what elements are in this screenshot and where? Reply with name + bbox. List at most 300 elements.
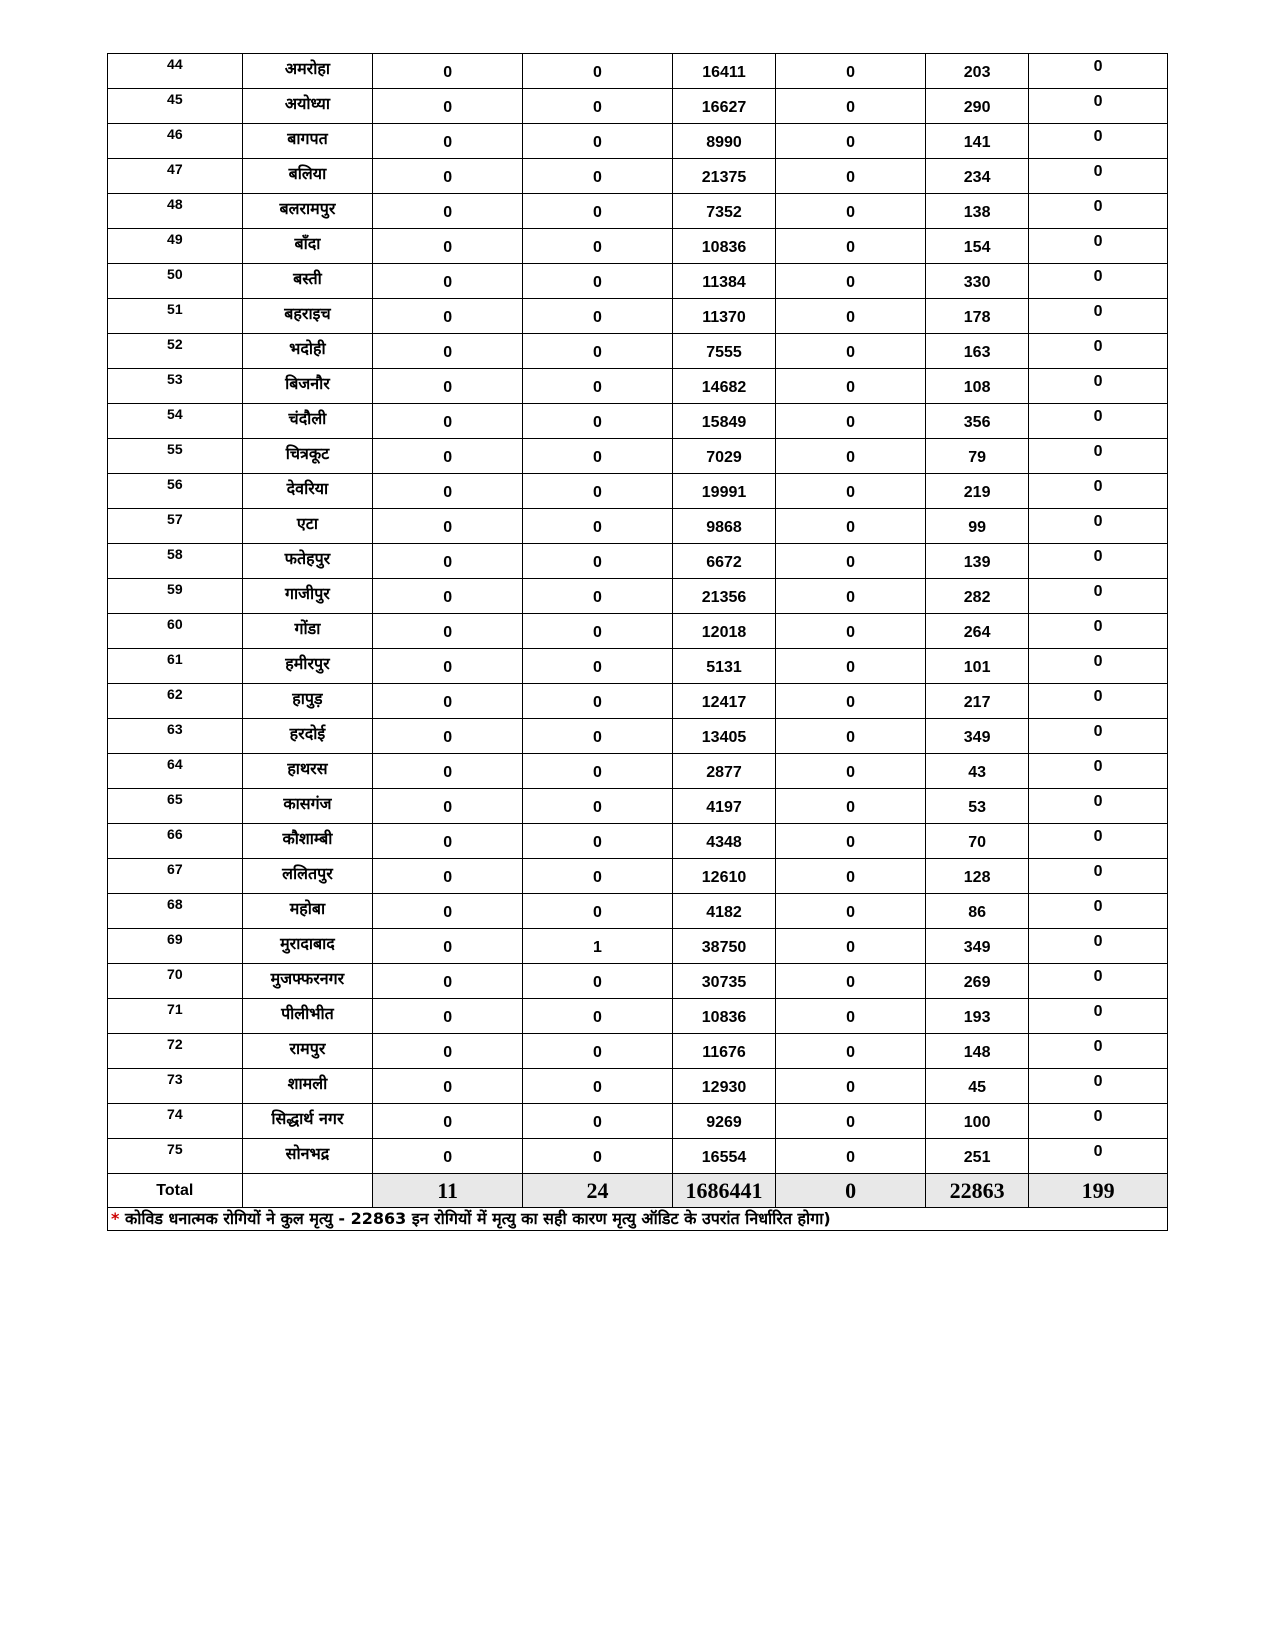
value-cell: 264 bbox=[925, 614, 1028, 649]
value-cell: 356 bbox=[925, 404, 1028, 439]
value-cell: 0 bbox=[373, 474, 523, 509]
value-cell: 101 bbox=[925, 649, 1028, 684]
district-name: बागपत bbox=[242, 124, 373, 159]
serial-number: 72 bbox=[108, 1034, 243, 1069]
value-cell: 219 bbox=[925, 474, 1028, 509]
value-cell: 0 bbox=[1029, 544, 1168, 579]
total-label: Total bbox=[108, 1174, 243, 1208]
value-cell: 0 bbox=[1029, 334, 1168, 369]
value-cell: 203 bbox=[925, 54, 1028, 89]
value-cell: 0 bbox=[776, 264, 926, 299]
value-cell: 0 bbox=[373, 824, 523, 859]
value-cell: 0 bbox=[776, 859, 926, 894]
value-cell: 0 bbox=[373, 999, 523, 1034]
value-cell: 10836 bbox=[672, 229, 775, 264]
value-cell: 0 bbox=[776, 754, 926, 789]
value-cell: 0 bbox=[776, 54, 926, 89]
value-cell: 290 bbox=[925, 89, 1028, 124]
table-row bbox=[108, 159, 1168, 194]
table-row bbox=[108, 929, 1168, 964]
serial-number: 45 bbox=[108, 89, 243, 124]
value-cell: 139 bbox=[925, 544, 1028, 579]
value-cell: 0 bbox=[373, 1104, 523, 1139]
value-cell: 0 bbox=[776, 439, 926, 474]
table-row bbox=[108, 789, 1168, 824]
value-cell: 0 bbox=[523, 509, 673, 544]
value-cell: 0 bbox=[1029, 1139, 1168, 1174]
value-cell: 0 bbox=[523, 229, 673, 264]
value-cell: 12018 bbox=[672, 614, 775, 649]
district-name: सोनभद्र bbox=[242, 1139, 373, 1174]
serial-number: 50 bbox=[108, 264, 243, 299]
total-value: 199 bbox=[1029, 1174, 1168, 1208]
value-cell: 16411 bbox=[672, 54, 775, 89]
footnote bbox=[108, 1208, 1168, 1231]
value-cell: 0 bbox=[776, 229, 926, 264]
value-cell: 11370 bbox=[672, 299, 775, 334]
table-row bbox=[108, 684, 1168, 719]
serial-number: 68 bbox=[108, 894, 243, 929]
district-name: हापुड़ bbox=[242, 684, 373, 719]
value-cell: 0 bbox=[1029, 159, 1168, 194]
value-cell: 0 bbox=[523, 964, 673, 999]
table-row bbox=[108, 299, 1168, 334]
value-cell: 0 bbox=[1029, 719, 1168, 754]
serial-number: 51 bbox=[108, 299, 243, 334]
value-cell: 11676 bbox=[672, 1034, 775, 1069]
value-cell: 0 bbox=[523, 369, 673, 404]
value-cell: 0 bbox=[776, 194, 926, 229]
value-cell: 0 bbox=[373, 54, 523, 89]
district-name: हमीरपुर bbox=[242, 649, 373, 684]
value-cell: 0 bbox=[1029, 789, 1168, 824]
value-cell: 0 bbox=[523, 614, 673, 649]
value-cell: 0 bbox=[776, 929, 926, 964]
value-cell: 5131 bbox=[672, 649, 775, 684]
value-cell: 9269 bbox=[672, 1104, 775, 1139]
value-cell: 0 bbox=[1029, 474, 1168, 509]
district-name: चंदौली bbox=[242, 404, 373, 439]
value-cell: 6672 bbox=[672, 544, 775, 579]
value-cell: 0 bbox=[776, 789, 926, 824]
value-cell: 0 bbox=[1029, 54, 1168, 89]
value-cell: 21375 bbox=[672, 159, 775, 194]
value-cell: 0 bbox=[523, 859, 673, 894]
value-cell: 12610 bbox=[672, 859, 775, 894]
value-cell: 0 bbox=[776, 1139, 926, 1174]
value-cell: 0 bbox=[776, 999, 926, 1034]
value-cell: 0 bbox=[1029, 964, 1168, 999]
value-cell: 0 bbox=[373, 579, 523, 614]
value-cell: 15849 bbox=[672, 404, 775, 439]
value-cell: 0 bbox=[373, 684, 523, 719]
value-cell: 0 bbox=[1029, 439, 1168, 474]
serial-number: 66 bbox=[108, 824, 243, 859]
value-cell: 234 bbox=[925, 159, 1028, 194]
value-cell: 53 bbox=[925, 789, 1028, 824]
value-cell: 0 bbox=[373, 194, 523, 229]
table-row bbox=[108, 999, 1168, 1034]
value-cell: 0 bbox=[373, 859, 523, 894]
value-cell: 0 bbox=[1029, 299, 1168, 334]
value-cell: 0 bbox=[1029, 509, 1168, 544]
value-cell: 0 bbox=[1029, 754, 1168, 789]
value-cell: 8990 bbox=[672, 124, 775, 159]
table-body bbox=[108, 54, 1168, 1174]
value-cell: 0 bbox=[1029, 1104, 1168, 1139]
value-cell: 30735 bbox=[672, 964, 775, 999]
value-cell: 0 bbox=[1029, 124, 1168, 159]
district-name: फतेहपुर bbox=[242, 544, 373, 579]
value-cell: 0 bbox=[523, 1034, 673, 1069]
value-cell: 0 bbox=[373, 929, 523, 964]
district-name: बिजनौर bbox=[242, 369, 373, 404]
district-name: रामपुर bbox=[242, 1034, 373, 1069]
value-cell: 178 bbox=[925, 299, 1028, 334]
value-cell: 0 bbox=[523, 404, 673, 439]
value-cell: 0 bbox=[373, 1139, 523, 1174]
value-cell: 0 bbox=[373, 334, 523, 369]
total-value: 22863 bbox=[925, 1174, 1028, 1208]
value-cell: 330 bbox=[925, 264, 1028, 299]
value-cell: 349 bbox=[925, 719, 1028, 754]
table-row bbox=[108, 404, 1168, 439]
value-cell: 0 bbox=[523, 579, 673, 614]
value-cell: 7029 bbox=[672, 439, 775, 474]
value-cell: 0 bbox=[373, 89, 523, 124]
value-cell: 0 bbox=[373, 264, 523, 299]
value-cell: 141 bbox=[925, 124, 1028, 159]
table-row bbox=[108, 509, 1168, 544]
table-row bbox=[108, 719, 1168, 754]
district-name: देवरिया bbox=[242, 474, 373, 509]
value-cell: 0 bbox=[1029, 824, 1168, 859]
value-cell: 0 bbox=[523, 544, 673, 579]
table-row bbox=[108, 649, 1168, 684]
value-cell: 99 bbox=[925, 509, 1028, 544]
value-cell: 0 bbox=[776, 964, 926, 999]
value-cell: 70 bbox=[925, 824, 1028, 859]
value-cell: 0 bbox=[523, 124, 673, 159]
value-cell: 0 bbox=[523, 54, 673, 89]
district-name: मुजफ्फरनगर bbox=[242, 964, 373, 999]
value-cell: 0 bbox=[523, 719, 673, 754]
district-name: अमरोहा bbox=[242, 54, 373, 89]
value-cell: 0 bbox=[373, 894, 523, 929]
value-cell: 11384 bbox=[672, 264, 775, 299]
value-cell: 0 bbox=[523, 1139, 673, 1174]
district-name: हरदोई bbox=[242, 719, 373, 754]
value-cell: 269 bbox=[925, 964, 1028, 999]
value-cell: 12930 bbox=[672, 1069, 775, 1104]
value-cell: 0 bbox=[1029, 89, 1168, 124]
value-cell: 0 bbox=[776, 1104, 926, 1139]
table-row bbox=[108, 824, 1168, 859]
value-cell: 0 bbox=[523, 894, 673, 929]
total-value: 0 bbox=[776, 1174, 926, 1208]
table-row bbox=[108, 264, 1168, 299]
value-cell: 7352 bbox=[672, 194, 775, 229]
serial-number: 61 bbox=[108, 649, 243, 684]
table-row bbox=[108, 1104, 1168, 1139]
serial-number: 75 bbox=[108, 1139, 243, 1174]
footnote-row bbox=[108, 1208, 1168, 1231]
value-cell: 45 bbox=[925, 1069, 1028, 1104]
serial-number: 63 bbox=[108, 719, 243, 754]
serial-number: 73 bbox=[108, 1069, 243, 1104]
district-name: चित्रकूट bbox=[242, 439, 373, 474]
value-cell: 108 bbox=[925, 369, 1028, 404]
value-cell: 4182 bbox=[672, 894, 775, 929]
serial-number: 58 bbox=[108, 544, 243, 579]
district-name: महोबा bbox=[242, 894, 373, 929]
value-cell: 0 bbox=[1029, 579, 1168, 614]
value-cell: 0 bbox=[1029, 1034, 1168, 1069]
value-cell: 0 bbox=[373, 229, 523, 264]
value-cell: 0 bbox=[373, 439, 523, 474]
serial-number: 47 bbox=[108, 159, 243, 194]
value-cell: 0 bbox=[776, 334, 926, 369]
value-cell: 0 bbox=[776, 509, 926, 544]
value-cell: 0 bbox=[1029, 229, 1168, 264]
district-name: बलरामपुर bbox=[242, 194, 373, 229]
value-cell: 0 bbox=[373, 754, 523, 789]
footnote-text: कोविड धनात्मक रोगियों ने कुल मृत्यु - 22863 इन रोगियों में मृत्यु का सही कारण मृत्यु ऑडिट के उपरांत निर्धारित होगा) bbox=[124, 1209, 831, 1228]
district-name: बलिया bbox=[242, 159, 373, 194]
value-cell: 0 bbox=[776, 1034, 926, 1069]
table-row bbox=[108, 544, 1168, 579]
value-cell: 16554 bbox=[672, 1139, 775, 1174]
district-name: मुरादाबाद bbox=[242, 929, 373, 964]
value-cell: 0 bbox=[523, 824, 673, 859]
value-cell: 0 bbox=[523, 439, 673, 474]
value-cell: 4197 bbox=[672, 789, 775, 824]
value-cell: 100 bbox=[925, 1104, 1028, 1139]
value-cell: 0 bbox=[1029, 894, 1168, 929]
total-empty-cell bbox=[242, 1174, 373, 1208]
value-cell: 0 bbox=[373, 719, 523, 754]
district-name: हाथरस bbox=[242, 754, 373, 789]
value-cell: 0 bbox=[523, 1104, 673, 1139]
value-cell: 0 bbox=[776, 124, 926, 159]
serial-number: 55 bbox=[108, 439, 243, 474]
value-cell: 0 bbox=[523, 754, 673, 789]
table-row bbox=[108, 194, 1168, 229]
value-cell: 0 bbox=[776, 299, 926, 334]
serial-number: 48 bbox=[108, 194, 243, 229]
value-cell: 0 bbox=[776, 159, 926, 194]
table-row bbox=[108, 1034, 1168, 1069]
value-cell: 14682 bbox=[672, 369, 775, 404]
value-cell: 2877 bbox=[672, 754, 775, 789]
total-value: 11 bbox=[373, 1174, 523, 1208]
value-cell: 0 bbox=[373, 124, 523, 159]
serial-number: 49 bbox=[108, 229, 243, 264]
table-row bbox=[108, 1069, 1168, 1104]
value-cell: 128 bbox=[925, 859, 1028, 894]
value-cell: 13405 bbox=[672, 719, 775, 754]
value-cell: 148 bbox=[925, 1034, 1028, 1069]
value-cell: 0 bbox=[776, 824, 926, 859]
total-value: 1686441 bbox=[672, 1174, 775, 1208]
serial-number: 59 bbox=[108, 579, 243, 614]
value-cell: 163 bbox=[925, 334, 1028, 369]
serial-number: 64 bbox=[108, 754, 243, 789]
serial-number: 74 bbox=[108, 1104, 243, 1139]
value-cell: 0 bbox=[1029, 1069, 1168, 1104]
value-cell: 0 bbox=[1029, 684, 1168, 719]
total-row bbox=[108, 1174, 1168, 1208]
value-cell: 0 bbox=[776, 579, 926, 614]
district-name: सिद्धार्थ नगर bbox=[242, 1104, 373, 1139]
value-cell: 0 bbox=[1029, 264, 1168, 299]
value-cell: 0 bbox=[1029, 929, 1168, 964]
value-cell: 0 bbox=[776, 894, 926, 929]
serial-number: 46 bbox=[108, 124, 243, 159]
value-cell: 12417 bbox=[672, 684, 775, 719]
table-row bbox=[108, 754, 1168, 789]
value-cell: 0 bbox=[1029, 369, 1168, 404]
table-row bbox=[108, 1139, 1168, 1174]
value-cell: 0 bbox=[523, 1069, 673, 1104]
district-name: कौशाम्बी bbox=[242, 824, 373, 859]
value-cell: 0 bbox=[523, 999, 673, 1034]
value-cell: 0 bbox=[373, 614, 523, 649]
value-cell: 0 bbox=[373, 649, 523, 684]
value-cell: 0 bbox=[776, 614, 926, 649]
value-cell: 0 bbox=[373, 404, 523, 439]
value-cell: 193 bbox=[925, 999, 1028, 1034]
value-cell: 0 bbox=[776, 89, 926, 124]
value-cell: 251 bbox=[925, 1139, 1028, 1174]
value-cell: 0 bbox=[373, 1069, 523, 1104]
value-cell: 0 bbox=[373, 789, 523, 824]
value-cell: 0 bbox=[1029, 614, 1168, 649]
serial-number: 44 bbox=[108, 54, 243, 89]
value-cell: 10836 bbox=[672, 999, 775, 1034]
district-name: गाजीपुर bbox=[242, 579, 373, 614]
value-cell: 0 bbox=[373, 159, 523, 194]
value-cell: 0 bbox=[523, 789, 673, 824]
value-cell: 79 bbox=[925, 439, 1028, 474]
value-cell: 86 bbox=[925, 894, 1028, 929]
value-cell: 0 bbox=[1029, 999, 1168, 1034]
value-cell: 0 bbox=[523, 264, 673, 299]
value-cell: 21356 bbox=[672, 579, 775, 614]
value-cell: 0 bbox=[776, 404, 926, 439]
value-cell: 0 bbox=[776, 719, 926, 754]
district-name: शामली bbox=[242, 1069, 373, 1104]
value-cell: 0 bbox=[523, 334, 673, 369]
serial-number: 67 bbox=[108, 859, 243, 894]
value-cell: 0 bbox=[523, 194, 673, 229]
table-row bbox=[108, 964, 1168, 999]
district-name: भदोही bbox=[242, 334, 373, 369]
serial-number: 54 bbox=[108, 404, 243, 439]
district-name: अयोध्या bbox=[242, 89, 373, 124]
table-row bbox=[108, 334, 1168, 369]
value-cell: 0 bbox=[373, 1034, 523, 1069]
value-cell: 0 bbox=[1029, 194, 1168, 229]
table-row bbox=[108, 54, 1168, 89]
table-row bbox=[108, 474, 1168, 509]
value-cell: 349 bbox=[925, 929, 1028, 964]
value-cell: 0 bbox=[373, 544, 523, 579]
value-cell: 16627 bbox=[672, 89, 775, 124]
value-cell: 0 bbox=[776, 649, 926, 684]
district-name: पीलीभीत bbox=[242, 999, 373, 1034]
value-cell: 0 bbox=[776, 544, 926, 579]
table-row bbox=[108, 89, 1168, 124]
value-cell: 0 bbox=[373, 509, 523, 544]
value-cell: 0 bbox=[373, 964, 523, 999]
table-row bbox=[108, 439, 1168, 474]
table-row bbox=[108, 894, 1168, 929]
serial-number: 60 bbox=[108, 614, 243, 649]
value-cell: 138 bbox=[925, 194, 1028, 229]
value-cell: 0 bbox=[1029, 859, 1168, 894]
table-row bbox=[108, 369, 1168, 404]
value-cell: 0 bbox=[523, 159, 673, 194]
value-cell: 282 bbox=[925, 579, 1028, 614]
district-data-table bbox=[107, 53, 1168, 1231]
table-row bbox=[108, 124, 1168, 159]
district-name: बाँदा bbox=[242, 229, 373, 264]
value-cell: 0 bbox=[523, 649, 673, 684]
serial-number: 71 bbox=[108, 999, 243, 1034]
value-cell: 9868 bbox=[672, 509, 775, 544]
value-cell: 0 bbox=[1029, 404, 1168, 439]
value-cell: 0 bbox=[776, 1069, 926, 1104]
serial-number: 69 bbox=[108, 929, 243, 964]
value-cell: 0 bbox=[373, 369, 523, 404]
serial-number: 52 bbox=[108, 334, 243, 369]
value-cell: 0 bbox=[776, 474, 926, 509]
value-cell: 38750 bbox=[672, 929, 775, 964]
district-name: एटा bbox=[242, 509, 373, 544]
table-row bbox=[108, 859, 1168, 894]
district-name: ललितपुर bbox=[242, 859, 373, 894]
value-cell: 1 bbox=[523, 929, 673, 964]
value-cell: 0 bbox=[523, 89, 673, 124]
value-cell: 7555 bbox=[672, 334, 775, 369]
value-cell: 43 bbox=[925, 754, 1028, 789]
total-value: 24 bbox=[523, 1174, 673, 1208]
value-cell: 217 bbox=[925, 684, 1028, 719]
serial-number: 57 bbox=[108, 509, 243, 544]
value-cell: 0 bbox=[523, 684, 673, 719]
serial-number: 62 bbox=[108, 684, 243, 719]
value-cell: 0 bbox=[776, 369, 926, 404]
value-cell: 0 bbox=[373, 299, 523, 334]
serial-number: 70 bbox=[108, 964, 243, 999]
table-row bbox=[108, 579, 1168, 614]
table-row bbox=[108, 614, 1168, 649]
value-cell: 0 bbox=[1029, 649, 1168, 684]
district-name: गोंडा bbox=[242, 614, 373, 649]
value-cell: 154 bbox=[925, 229, 1028, 264]
footnote-asterisk: * bbox=[111, 1209, 120, 1228]
district-name: बस्ती bbox=[242, 264, 373, 299]
serial-number: 53 bbox=[108, 369, 243, 404]
value-cell: 4348 bbox=[672, 824, 775, 859]
serial-number: 56 bbox=[108, 474, 243, 509]
value-cell: 0 bbox=[523, 474, 673, 509]
district-name: कासगंज bbox=[242, 789, 373, 824]
table-row bbox=[108, 229, 1168, 264]
value-cell: 19991 bbox=[672, 474, 775, 509]
value-cell: 0 bbox=[776, 684, 926, 719]
